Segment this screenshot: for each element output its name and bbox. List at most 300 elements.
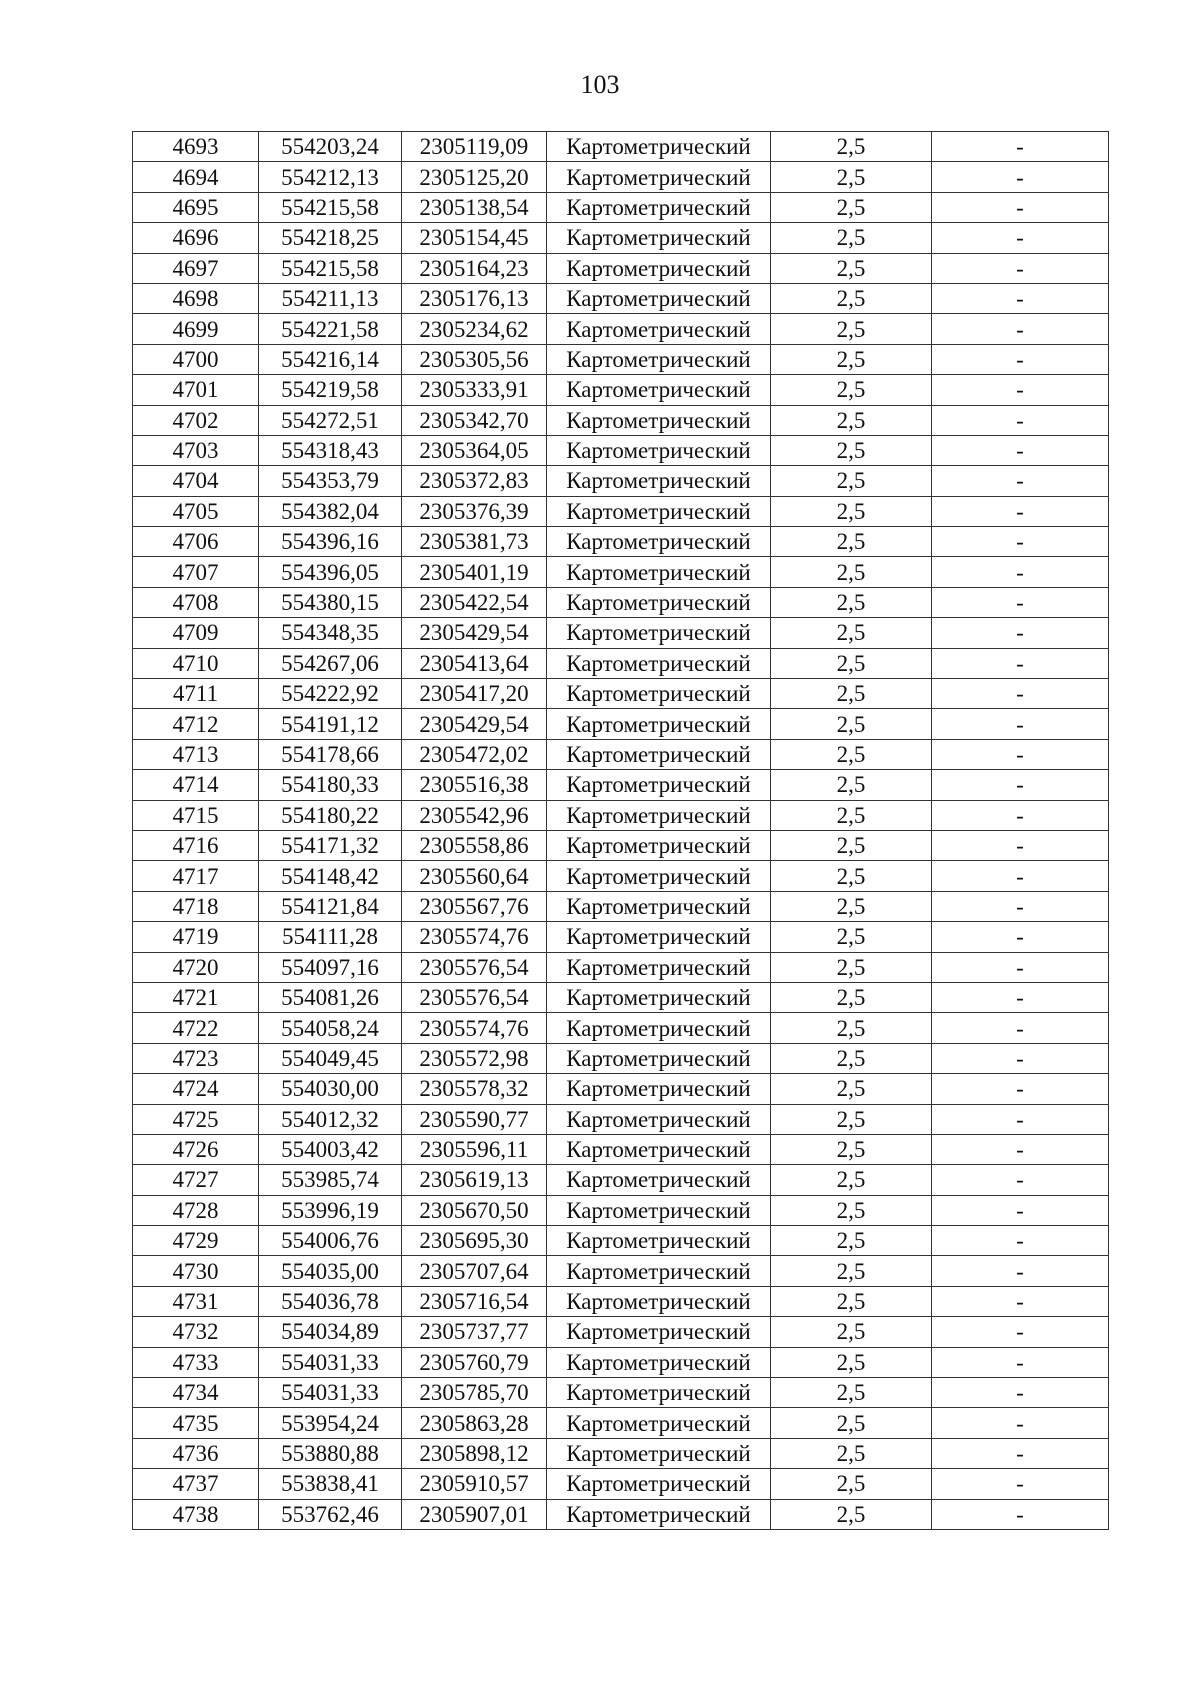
point-number-cell: 4734	[133, 1378, 259, 1408]
y-coordinate-cell: 2305590,77	[402, 1104, 547, 1134]
accuracy-cell: 2,5	[771, 587, 932, 617]
accuracy-cell: 2,5	[771, 1074, 932, 1104]
x-coordinate-cell: 554267,06	[259, 648, 402, 678]
x-coordinate-cell: 554012,32	[259, 1104, 402, 1134]
y-coordinate-cell: 2305695,30	[402, 1226, 547, 1256]
x-coordinate-cell: 553762,46	[259, 1499, 402, 1529]
point-number-cell: 4702	[133, 405, 259, 435]
accuracy-cell: 2,5	[771, 1195, 932, 1225]
y-coordinate-cell: 2305422,54	[402, 587, 547, 617]
method-cell: Картометрический	[547, 800, 771, 830]
point-number-cell: 4696	[133, 223, 259, 253]
point-number-cell: 4738	[133, 1499, 259, 1529]
accuracy-cell: 2,5	[771, 891, 932, 921]
y-coordinate-cell: 2305567,76	[402, 891, 547, 921]
description-cell: -	[932, 253, 1109, 283]
method-cell: Картометрический	[547, 1195, 771, 1225]
x-coordinate-cell: 553880,88	[259, 1438, 402, 1468]
table-row	[133, 1074, 1109, 1104]
y-coordinate-cell: 2305333,91	[402, 375, 547, 405]
point-number-cell: 4706	[133, 527, 259, 557]
table-row	[133, 405, 1109, 435]
description-cell: -	[932, 1347, 1109, 1377]
method-cell: Картометрический	[547, 1469, 771, 1499]
x-coordinate-cell: 554221,58	[259, 314, 402, 344]
table-row	[133, 1195, 1109, 1225]
point-number-cell: 4722	[133, 1013, 259, 1043]
method-cell: Картометрический	[547, 1317, 771, 1347]
table-row	[133, 1438, 1109, 1468]
point-number-cell: 4710	[133, 648, 259, 678]
accuracy-cell: 2,5	[771, 192, 932, 222]
description-cell: -	[932, 1165, 1109, 1195]
y-coordinate-cell: 2305907,01	[402, 1499, 547, 1529]
y-coordinate-cell: 2305381,73	[402, 527, 547, 557]
method-cell: Картометрический	[547, 466, 771, 496]
point-number-cell: 4718	[133, 891, 259, 921]
point-number-cell: 4704	[133, 466, 259, 496]
point-number-cell: 4709	[133, 618, 259, 648]
description-cell: -	[932, 770, 1109, 800]
description-cell: -	[932, 527, 1109, 557]
point-number-cell: 4735	[133, 1408, 259, 1438]
method-cell: Картометрический	[547, 1438, 771, 1468]
x-coordinate-cell: 554272,51	[259, 405, 402, 435]
method-cell: Картометрический	[547, 1043, 771, 1073]
description-cell: -	[932, 162, 1109, 192]
accuracy-cell: 2,5	[771, 709, 932, 739]
accuracy-cell: 2,5	[771, 132, 932, 162]
point-number-cell: 4711	[133, 679, 259, 709]
table-row	[133, 1408, 1109, 1438]
x-coordinate-cell: 554035,00	[259, 1256, 402, 1286]
y-coordinate-cell: 2305572,98	[402, 1043, 547, 1073]
table-row	[133, 1043, 1109, 1073]
method-cell: Картометрический	[547, 1286, 771, 1316]
method-cell: Картометрический	[547, 253, 771, 283]
table-row	[133, 283, 1109, 313]
x-coordinate-cell: 554031,33	[259, 1378, 402, 1408]
description-cell: -	[932, 891, 1109, 921]
method-cell: Картометрический	[547, 223, 771, 253]
table-row	[133, 1013, 1109, 1043]
y-coordinate-cell: 2305576,54	[402, 952, 547, 982]
description-cell: -	[932, 739, 1109, 769]
description-cell: -	[932, 314, 1109, 344]
y-coordinate-cell: 2305413,64	[402, 648, 547, 678]
point-number-cell: 4720	[133, 952, 259, 982]
y-coordinate-cell: 2305119,09	[402, 132, 547, 162]
method-cell: Картометрический	[547, 1134, 771, 1164]
x-coordinate-cell: 554003,42	[259, 1134, 402, 1164]
description-cell: -	[932, 375, 1109, 405]
method-cell: Картометрический	[547, 1408, 771, 1438]
table-row	[133, 861, 1109, 891]
table-row	[133, 679, 1109, 709]
accuracy-cell: 2,5	[771, 1499, 932, 1529]
method-cell: Картометрический	[547, 344, 771, 374]
page-number: 103	[580, 70, 620, 99]
y-coordinate-cell: 2305670,50	[402, 1195, 547, 1225]
method-cell: Картометрический	[547, 283, 771, 313]
x-coordinate-cell: 554218,25	[259, 223, 402, 253]
y-coordinate-cell: 2305176,13	[402, 283, 547, 313]
point-number-cell: 4729	[133, 1226, 259, 1256]
accuracy-cell: 2,5	[771, 830, 932, 860]
y-coordinate-cell: 2305472,02	[402, 739, 547, 769]
description-cell: -	[932, 1378, 1109, 1408]
accuracy-cell: 2,5	[771, 770, 932, 800]
table-row	[133, 1226, 1109, 1256]
table-row	[133, 1256, 1109, 1286]
accuracy-cell: 2,5	[771, 375, 932, 405]
y-coordinate-cell: 2305376,39	[402, 496, 547, 526]
x-coordinate-cell: 554180,33	[259, 770, 402, 800]
table-row	[133, 1134, 1109, 1164]
table-row	[133, 952, 1109, 982]
method-cell: Картометрический	[547, 527, 771, 557]
table-row	[133, 223, 1109, 253]
table-row	[133, 1165, 1109, 1195]
description-cell: -	[932, 800, 1109, 830]
description-cell: -	[932, 1256, 1109, 1286]
description-cell: -	[932, 1408, 1109, 1438]
y-coordinate-cell: 2305542,96	[402, 800, 547, 830]
method-cell: Картометрический	[547, 496, 771, 526]
y-coordinate-cell: 2305164,23	[402, 253, 547, 283]
method-cell: Картометрический	[547, 1256, 771, 1286]
method-cell: Картометрический	[547, 1104, 771, 1134]
point-number-cell: 4737	[133, 1469, 259, 1499]
point-number-cell: 4707	[133, 557, 259, 587]
y-coordinate-cell: 2305138,54	[402, 192, 547, 222]
x-coordinate-cell: 554006,76	[259, 1226, 402, 1256]
method-cell: Картометрический	[547, 435, 771, 465]
accuracy-cell: 2,5	[771, 1286, 932, 1316]
accuracy-cell: 2,5	[771, 405, 932, 435]
accuracy-cell: 2,5	[771, 1226, 932, 1256]
x-coordinate-cell: 554171,32	[259, 830, 402, 860]
accuracy-cell: 2,5	[771, 800, 932, 830]
table-row	[133, 253, 1109, 283]
point-number-cell: 4708	[133, 587, 259, 617]
accuracy-cell: 2,5	[771, 1347, 932, 1377]
y-coordinate-cell: 2305707,64	[402, 1256, 547, 1286]
y-coordinate-cell: 2305429,54	[402, 618, 547, 648]
x-coordinate-cell: 553996,19	[259, 1195, 402, 1225]
description-cell: -	[932, 709, 1109, 739]
point-number-cell: 4721	[133, 982, 259, 1012]
description-cell: -	[932, 132, 1109, 162]
y-coordinate-cell: 2305125,20	[402, 162, 547, 192]
y-coordinate-cell: 2305558,86	[402, 830, 547, 860]
point-number-cell: 4715	[133, 800, 259, 830]
accuracy-cell: 2,5	[771, 1013, 932, 1043]
x-coordinate-cell: 554178,66	[259, 739, 402, 769]
x-coordinate-cell: 554030,00	[259, 1074, 402, 1104]
y-coordinate-cell: 2305560,64	[402, 861, 547, 891]
table-row	[133, 587, 1109, 617]
description-cell: -	[932, 1469, 1109, 1499]
point-number-cell: 4712	[133, 709, 259, 739]
accuracy-cell: 2,5	[771, 648, 932, 678]
description-cell: -	[932, 283, 1109, 313]
x-coordinate-cell: 554081,26	[259, 982, 402, 1012]
table-row	[133, 770, 1109, 800]
x-coordinate-cell: 554049,45	[259, 1043, 402, 1073]
point-number-cell: 4695	[133, 192, 259, 222]
description-cell: -	[932, 1286, 1109, 1316]
method-cell: Картометрический	[547, 618, 771, 648]
description-cell: -	[932, 223, 1109, 253]
y-coordinate-cell: 2305429,54	[402, 709, 547, 739]
point-number-cell: 4736	[133, 1438, 259, 1468]
method-cell: Картометрический	[547, 192, 771, 222]
description-cell: -	[932, 922, 1109, 952]
method-cell: Картометрический	[547, 132, 771, 162]
description-cell: -	[932, 830, 1109, 860]
x-coordinate-cell: 554121,84	[259, 891, 402, 921]
point-number-cell: 4700	[133, 344, 259, 374]
accuracy-cell: 2,5	[771, 1438, 932, 1468]
accuracy-cell: 2,5	[771, 679, 932, 709]
accuracy-cell: 2,5	[771, 1165, 932, 1195]
description-cell: -	[932, 1134, 1109, 1164]
point-number-cell: 4701	[133, 375, 259, 405]
description-cell: -	[932, 1317, 1109, 1347]
method-cell: Картометрический	[547, 770, 771, 800]
method-cell: Картометрический	[547, 861, 771, 891]
accuracy-cell: 2,5	[771, 435, 932, 465]
description-cell: -	[932, 1499, 1109, 1529]
accuracy-cell: 2,5	[771, 1408, 932, 1438]
y-coordinate-cell: 2305716,54	[402, 1286, 547, 1316]
method-cell: Картометрический	[547, 891, 771, 921]
x-coordinate-cell: 554212,13	[259, 162, 402, 192]
method-cell: Картометрический	[547, 587, 771, 617]
table-row	[133, 618, 1109, 648]
description-cell: -	[932, 466, 1109, 496]
table-row	[133, 527, 1109, 557]
y-coordinate-cell: 2305737,77	[402, 1317, 547, 1347]
x-coordinate-cell: 553954,24	[259, 1408, 402, 1438]
y-coordinate-cell: 2305863,28	[402, 1408, 547, 1438]
x-coordinate-cell: 554215,58	[259, 192, 402, 222]
table-row	[133, 1378, 1109, 1408]
table-row	[133, 922, 1109, 952]
description-cell: -	[932, 496, 1109, 526]
table-row	[133, 1469, 1109, 1499]
y-coordinate-cell: 2305574,76	[402, 922, 547, 952]
table-row	[133, 648, 1109, 678]
x-coordinate-cell: 554097,16	[259, 952, 402, 982]
table-row	[133, 496, 1109, 526]
x-coordinate-cell: 554036,78	[259, 1286, 402, 1316]
point-number-cell: 4726	[133, 1134, 259, 1164]
point-number-cell: 4714	[133, 770, 259, 800]
y-coordinate-cell: 2305596,11	[402, 1134, 547, 1164]
point-number-cell: 4719	[133, 922, 259, 952]
description-cell: -	[932, 648, 1109, 678]
x-coordinate-cell: 554180,22	[259, 800, 402, 830]
coordinates-table-body	[133, 132, 1109, 1530]
accuracy-cell: 2,5	[771, 982, 932, 1012]
method-cell: Картометрический	[547, 405, 771, 435]
y-coordinate-cell: 2305417,20	[402, 679, 547, 709]
description-cell: -	[932, 405, 1109, 435]
description-cell: -	[932, 1074, 1109, 1104]
method-cell: Картометрический	[547, 1165, 771, 1195]
point-number-cell: 4728	[133, 1195, 259, 1225]
y-coordinate-cell: 2305576,54	[402, 982, 547, 1012]
accuracy-cell: 2,5	[771, 739, 932, 769]
x-coordinate-cell: 553838,41	[259, 1469, 402, 1499]
x-coordinate-cell: 554396,16	[259, 527, 402, 557]
method-cell: Картометрический	[547, 679, 771, 709]
x-coordinate-cell: 554348,35	[259, 618, 402, 648]
point-number-cell: 4725	[133, 1104, 259, 1134]
x-coordinate-cell: 554215,58	[259, 253, 402, 283]
y-coordinate-cell: 2305154,45	[402, 223, 547, 253]
description-cell: -	[932, 587, 1109, 617]
method-cell: Картометрический	[547, 739, 771, 769]
point-number-cell: 4703	[133, 435, 259, 465]
coordinates-table	[132, 131, 1109, 1530]
table-row	[133, 891, 1109, 921]
table-row	[133, 435, 1109, 465]
y-coordinate-cell: 2305619,13	[402, 1165, 547, 1195]
point-number-cell: 4694	[133, 162, 259, 192]
point-number-cell: 4731	[133, 1286, 259, 1316]
x-coordinate-cell: 554222,92	[259, 679, 402, 709]
accuracy-cell: 2,5	[771, 527, 932, 557]
table-row	[133, 1286, 1109, 1316]
table-row	[133, 739, 1109, 769]
y-coordinate-cell: 2305342,70	[402, 405, 547, 435]
description-cell: -	[932, 952, 1109, 982]
y-coordinate-cell: 2305760,79	[402, 1347, 547, 1377]
table-row	[133, 557, 1109, 587]
description-cell: -	[932, 861, 1109, 891]
point-number-cell: 4732	[133, 1317, 259, 1347]
table-row	[133, 132, 1109, 162]
table-row	[133, 709, 1109, 739]
table-row	[133, 800, 1109, 830]
x-coordinate-cell: 554380,15	[259, 587, 402, 617]
description-cell: -	[932, 1438, 1109, 1468]
method-cell: Картометрический	[547, 162, 771, 192]
y-coordinate-cell: 2305372,83	[402, 466, 547, 496]
method-cell: Картометрический	[547, 314, 771, 344]
description-cell: -	[932, 192, 1109, 222]
x-coordinate-cell: 554111,28	[259, 922, 402, 952]
accuracy-cell: 2,5	[771, 618, 932, 648]
point-number-cell: 4698	[133, 283, 259, 313]
method-cell: Картометрический	[547, 1347, 771, 1377]
description-cell: -	[932, 982, 1109, 1012]
description-cell: -	[932, 344, 1109, 374]
point-number-cell: 4724	[133, 1074, 259, 1104]
point-number-cell: 4699	[133, 314, 259, 344]
x-coordinate-cell: 554211,13	[259, 283, 402, 313]
y-coordinate-cell: 2305898,12	[402, 1438, 547, 1468]
x-coordinate-cell: 554219,58	[259, 375, 402, 405]
table-row	[133, 830, 1109, 860]
table-row	[133, 192, 1109, 222]
method-cell: Картометрический	[547, 922, 771, 952]
accuracy-cell: 2,5	[771, 1043, 932, 1073]
y-coordinate-cell: 2305234,62	[402, 314, 547, 344]
x-coordinate-cell: 554034,89	[259, 1317, 402, 1347]
description-cell: -	[932, 435, 1109, 465]
description-cell: -	[932, 1226, 1109, 1256]
table-row	[133, 1104, 1109, 1134]
description-cell: -	[932, 557, 1109, 587]
point-number-cell: 4717	[133, 861, 259, 891]
x-coordinate-cell: 554191,12	[259, 709, 402, 739]
accuracy-cell: 2,5	[771, 283, 932, 313]
y-coordinate-cell: 2305364,05	[402, 435, 547, 465]
method-cell: Картометрический	[547, 1074, 771, 1104]
x-coordinate-cell: 554148,42	[259, 861, 402, 891]
x-coordinate-cell: 554203,24	[259, 132, 402, 162]
y-coordinate-cell: 2305578,32	[402, 1074, 547, 1104]
table-row	[133, 982, 1109, 1012]
accuracy-cell: 2,5	[771, 557, 932, 587]
method-cell: Картометрический	[547, 709, 771, 739]
method-cell: Картометрический	[547, 557, 771, 587]
method-cell: Картометрический	[547, 1013, 771, 1043]
accuracy-cell: 2,5	[771, 466, 932, 496]
accuracy-cell: 2,5	[771, 1256, 932, 1286]
description-cell: -	[932, 1195, 1109, 1225]
method-cell: Картометрический	[547, 375, 771, 405]
accuracy-cell: 2,5	[771, 1378, 932, 1408]
table-row	[133, 1347, 1109, 1377]
point-number-cell: 4730	[133, 1256, 259, 1286]
description-cell: -	[932, 679, 1109, 709]
table-row	[133, 162, 1109, 192]
y-coordinate-cell: 2305785,70	[402, 1378, 547, 1408]
accuracy-cell: 2,5	[771, 253, 932, 283]
x-coordinate-cell: 554382,04	[259, 496, 402, 526]
accuracy-cell: 2,5	[771, 344, 932, 374]
table-row	[133, 466, 1109, 496]
accuracy-cell: 2,5	[771, 1134, 932, 1164]
point-number-cell: 4705	[133, 496, 259, 526]
accuracy-cell: 2,5	[771, 861, 932, 891]
method-cell: Картометрический	[547, 1499, 771, 1529]
table-row	[133, 344, 1109, 374]
accuracy-cell: 2,5	[771, 952, 932, 982]
method-cell: Картометрический	[547, 830, 771, 860]
x-coordinate-cell: 553985,74	[259, 1165, 402, 1195]
point-number-cell: 4693	[133, 132, 259, 162]
method-cell: Картометрический	[547, 952, 771, 982]
accuracy-cell: 2,5	[771, 223, 932, 253]
description-cell: -	[932, 1013, 1109, 1043]
y-coordinate-cell: 2305516,38	[402, 770, 547, 800]
accuracy-cell: 2,5	[771, 1469, 932, 1499]
description-cell: -	[932, 1104, 1109, 1134]
x-coordinate-cell: 554396,05	[259, 557, 402, 587]
point-number-cell: 4713	[133, 739, 259, 769]
point-number-cell: 4697	[133, 253, 259, 283]
table-row	[133, 314, 1109, 344]
x-coordinate-cell: 554031,33	[259, 1347, 402, 1377]
accuracy-cell: 2,5	[771, 314, 932, 344]
method-cell: Картометрический	[547, 982, 771, 1012]
